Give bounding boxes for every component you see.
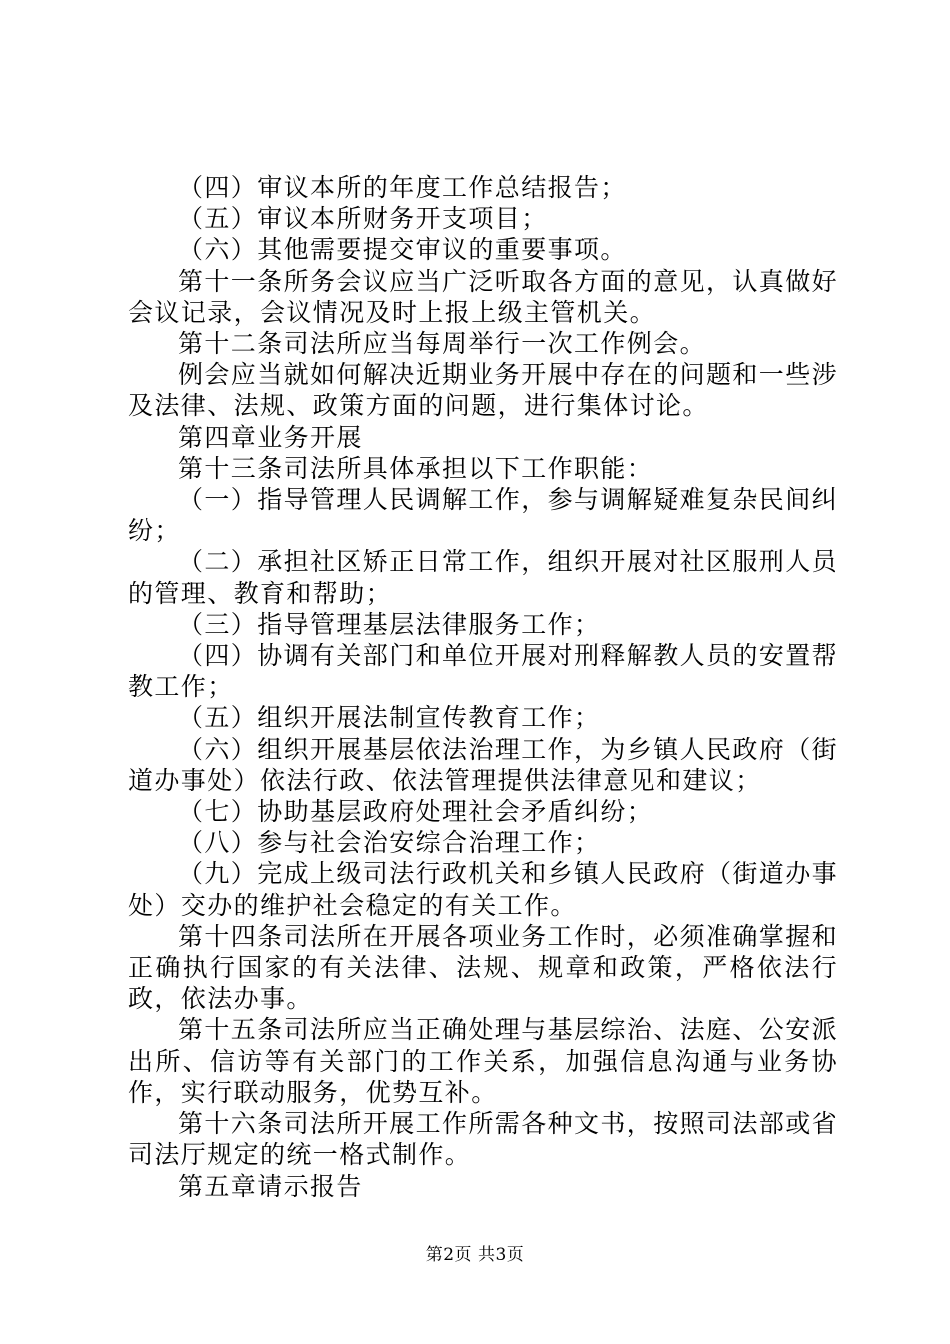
- paragraph: 第十二条司法所应当每周举行一次工作例会。: [178, 329, 707, 359]
- paragraph: 第十五条司法所应当正确处理与基层综治、法庭、公安派出所、信访等有关部门的工作关系，加强信息沟通与业务协作，实行联动服务，优势互补。: [128, 1015, 839, 1107]
- chapter-heading: 第五章请示报告: [178, 1171, 363, 1201]
- list-item: （七）协助基层政府处理社会矛盾纠纷；: [178, 797, 654, 827]
- list-item: （九）完成上级司法行政机关和乡镇人民政府（街道办事处）交办的维护社会稳定的有关工作。: [128, 859, 839, 920]
- paragraph: 例会应当就如何解决近期业务开展中存在的问题和一些涉及法律、法规、政策方面的问题，进行集体讨论。: [128, 360, 839, 421]
- paragraph: 第十三条司法所具体承担以下工作职能：: [178, 453, 654, 483]
- list-item: （一）指导管理人民调解工作，参与调解疑难复杂民间纠纷；: [128, 485, 839, 546]
- paragraph: 第十一条所务会议应当广泛听取各方面的意见，认真做好会议记录，会议情况及时上报上级主管机关。: [128, 266, 839, 327]
- list-item: （四）协调有关部门和单位开展对刑释解教人员的安置帮教工作；: [128, 641, 839, 702]
- paragraph: （六）其他需要提交审议的重要事项。: [178, 235, 627, 265]
- paragraph: 第十六条司法所开展工作所需各种文书，按照司法部或省司法厅规定的统一格式制作。: [128, 1109, 839, 1170]
- paragraph: （四）审议本所的年度工作总结报告；: [178, 173, 627, 202]
- document-body: [128, 172, 838, 1202]
- list-item: （五）组织开展法制宣传教育工作；: [178, 703, 601, 733]
- list-item: （六）组织开展基层依法治理工作，为乡镇人民政府（街道办事处）依法行政、依法管理提供法律意见和建议；: [128, 734, 839, 795]
- list-item: （八）参与社会治安综合治理工作；: [178, 828, 601, 858]
- paragraph: 第十四条司法所在开展各项业务工作时，必须准确掌握和正确执行国家的有关法律、法规、规章和政策，严格依法行政，依法办事。: [128, 921, 839, 1014]
- chapter-heading: 第四章业务开展: [178, 422, 363, 452]
- page-number-footer: 第2页 共3页: [425, 1245, 525, 1265]
- list-item: （三）指导管理基层法律服务工作；: [178, 609, 601, 639]
- list-item: （二）承担社区矫正日常工作，组织开展对社区服刑人员的管理、教育和帮助；: [128, 547, 839, 608]
- paragraph: （五）审议本所财务开支项目；: [178, 204, 548, 234]
